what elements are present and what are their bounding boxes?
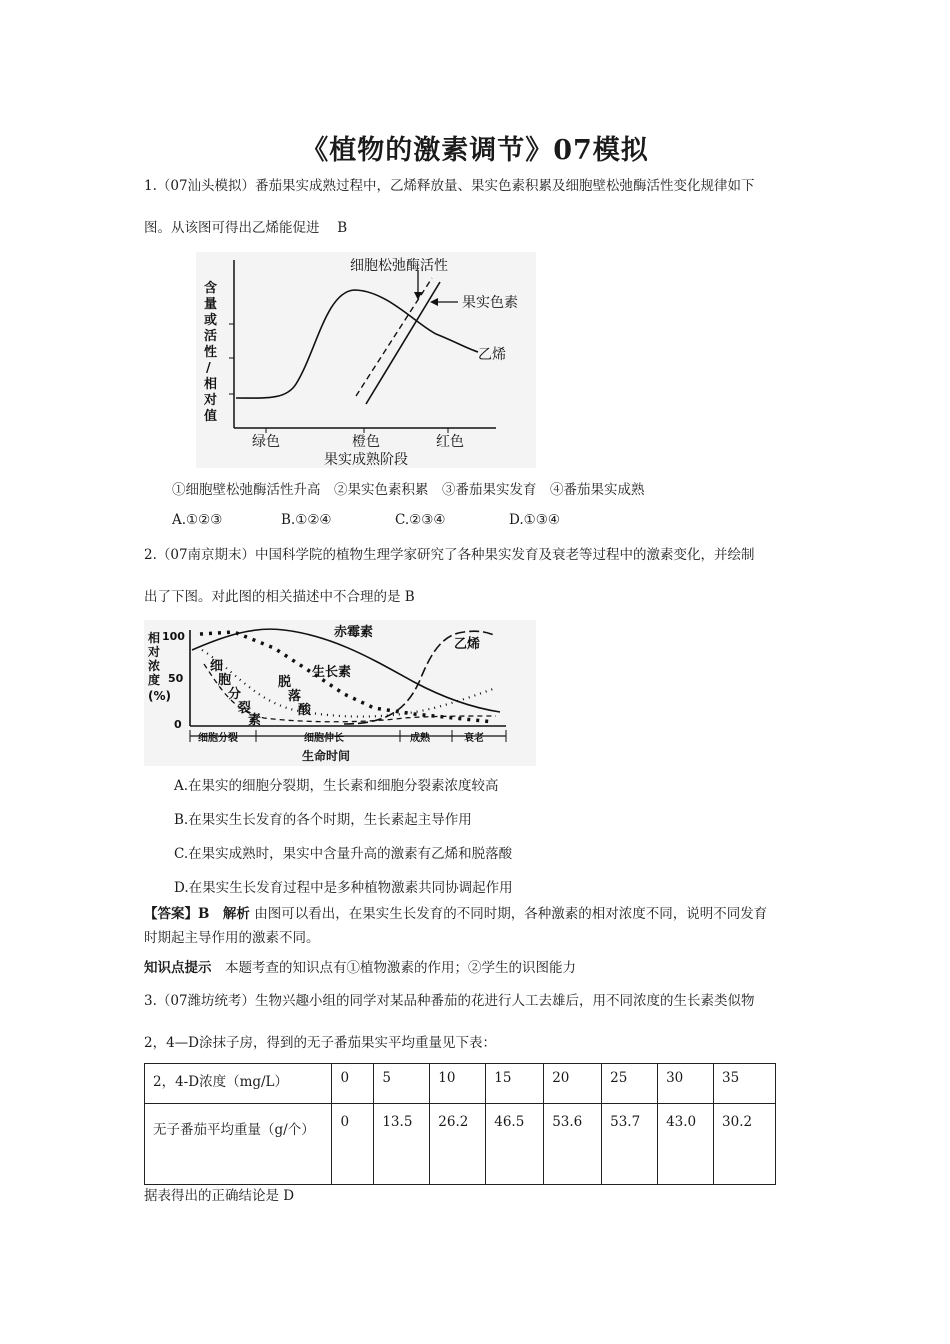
q2-figure [144, 620, 536, 766]
q1-xtick-orange: 橙色 [352, 434, 380, 450]
q2-answer-label: 【答案】B [144, 906, 223, 922]
svg-text:(%): (%) [148, 689, 171, 703]
q2-knowledge-line [144, 958, 576, 978]
svg-text:量: 量 [204, 297, 218, 312]
svg-text:活: 活 [204, 329, 218, 344]
q2-label-gibberellin: 赤霉素 [334, 625, 374, 640]
table-cell: 30.2 [714, 1104, 776, 1185]
svg-text:度: 度 [148, 673, 161, 687]
svg-text:值: 值 [204, 409, 218, 424]
svg-text:胞: 胞 [218, 673, 232, 688]
q2-stage-elongation: 细胞伸长 [304, 733, 344, 744]
table-cell: 5 [374, 1064, 430, 1104]
table-cell: 20 [544, 1064, 602, 1104]
table-row-header: 2，4-D浓度（mg/L） [145, 1064, 332, 1104]
table-cell: 10 [430, 1064, 486, 1104]
q2-label-ethylene: 乙烯 [454, 637, 481, 652]
q2-stem-line1: 2.（07南京期末）中国科学院的植物生理学家研究了各种果实发育及衰老等过程中的激素变化，并绘制 [144, 547, 755, 563]
q1-stem-line1: 1.（07汕头模拟）番茄果实成熟过程中，乙烯释放量、果实色素积累及细胞壁松弛酶活性变化规律如下 [144, 178, 755, 194]
q1-figure [196, 252, 536, 468]
q2-knowledge-text: 本题考查的知识点有①植物激素的作用；②学生的识图能力 [211, 960, 576, 976]
q2-knowledge-label: 知识点提示 [144, 960, 212, 976]
q1-option-c: C.②③④ [395, 512, 446, 528]
svg-text:相: 相 [148, 631, 161, 645]
q1-option-b: B.①②④ [281, 512, 332, 528]
table-cell: 0 [332, 1064, 374, 1104]
q2-option-a: A.在果实的细胞分裂期，生长素和细胞分裂素浓度较高 [174, 778, 499, 794]
svg-text:对: 对 [148, 645, 161, 659]
svg-text:分: 分 [228, 687, 242, 702]
q1-option-a: A.①②③ [172, 512, 223, 528]
q1-label-pigment: 果实色素 [462, 295, 518, 311]
q2-option-d: D.在果实生长发育过程中是多种植物激素共同协调起作用 [174, 880, 513, 896]
q2-analysis-text: 由图可以看出，在果实生长发育的不同时期，各种激素的相对浓度不同，说明不同发育 [249, 906, 768, 922]
q2-x-label: 生命时间 [302, 749, 351, 763]
svg-text:或: 或 [204, 313, 218, 328]
q2-analysis-line2: 时期起主导作用的激素不同。 [144, 930, 320, 946]
q2-analysis-label: 解析 [222, 906, 250, 922]
svg-text:脱: 脱 [278, 675, 292, 690]
q1-option-d: D.①③④ [509, 512, 560, 528]
table-cell: 0 [332, 1104, 374, 1185]
svg-text:相: 相 [204, 377, 218, 392]
q2-stage-senescence: 衰老 [464, 733, 484, 744]
svg-text:酸: 酸 [298, 703, 312, 718]
q2-stage-division: 细胞分裂 [198, 733, 238, 744]
table-cell: 15 [486, 1064, 544, 1104]
q1-xtick-green: 绿色 [252, 434, 280, 450]
q1-y-label [203, 280, 217, 424]
q2-ytick-0: 0 [174, 718, 182, 731]
page-title: 《植物的激素调节》07模拟 [301, 135, 649, 166]
q1-label-ethylene: 乙烯 [478, 347, 506, 363]
svg-text:含: 含 [204, 281, 218, 296]
table-cell: 13.5 [374, 1104, 430, 1185]
table-row [145, 1104, 776, 1185]
q2-label-auxin: 生长素 [312, 665, 352, 680]
table-cell: 46.5 [486, 1104, 544, 1185]
q3-stem-line2: 2，4—D涂抹子房，得到的无子番茄果实平均重量见下表： [144, 1035, 497, 1051]
svg-text:/: / [206, 361, 211, 376]
q3-data-table [144, 1063, 776, 1185]
q1-statements: ①细胞壁松弛酶活性升高 ②果实色素积累 ③番茄果实发育 ④番茄果实成熟 [172, 482, 645, 498]
q2-stem-line2: 出了下图。对此图的相关描述中不合理的是 B [144, 589, 415, 605]
q3-stem-line1: 3.（07潍坊统考）生物兴趣小组的同学对某品种番茄的花进行人工去雄后，用不同浓度的生长素类似物 [144, 993, 755, 1009]
table-cell: 43.0 [658, 1104, 714, 1185]
q3-conclusion: 据表得出的正确结论是 D [144, 1188, 295, 1204]
q2-ytick-50: 50 [168, 672, 184, 685]
table-cell: 25 [602, 1064, 658, 1104]
svg-text:素: 素 [248, 713, 262, 728]
q2-stage-ripening: 成熟 [410, 733, 430, 744]
svg-text:性: 性 [204, 345, 218, 360]
q1-stem-line2: 图。从该图可得出乙烯能促进 B [144, 220, 348, 236]
svg-text:细: 细 [210, 659, 224, 674]
table-cell: 53.7 [602, 1104, 658, 1185]
q2-answer-line [144, 904, 767, 924]
table-row [145, 1064, 776, 1104]
svg-text:浓: 浓 [148, 659, 161, 673]
q1-xtick-red: 红色 [436, 434, 464, 450]
table-cell: 53.6 [544, 1104, 602, 1185]
svg-text:裂: 裂 [238, 701, 252, 716]
q1-label-enzyme: 细胞松弛酶活性 [350, 258, 448, 274]
table-cell: 35 [714, 1064, 776, 1104]
table-cell: 30 [658, 1064, 714, 1104]
q2-ytick-100: 100 [162, 630, 185, 643]
q2-option-b: B.在果实生长发育的各个时期，生长素起主导作用 [174, 812, 472, 828]
svg-text:落: 落 [288, 689, 302, 704]
svg-text:对: 对 [204, 393, 218, 408]
q1-x-label: 果实成熟阶段 [324, 452, 408, 468]
table-row-header: 无子番茄平均重量（g/个） [145, 1104, 332, 1185]
q2-option-c: C.在果实成熟时，果实中含量升高的激素有乙烯和脱落酸 [174, 846, 513, 862]
table-cell: 26.2 [430, 1104, 486, 1185]
